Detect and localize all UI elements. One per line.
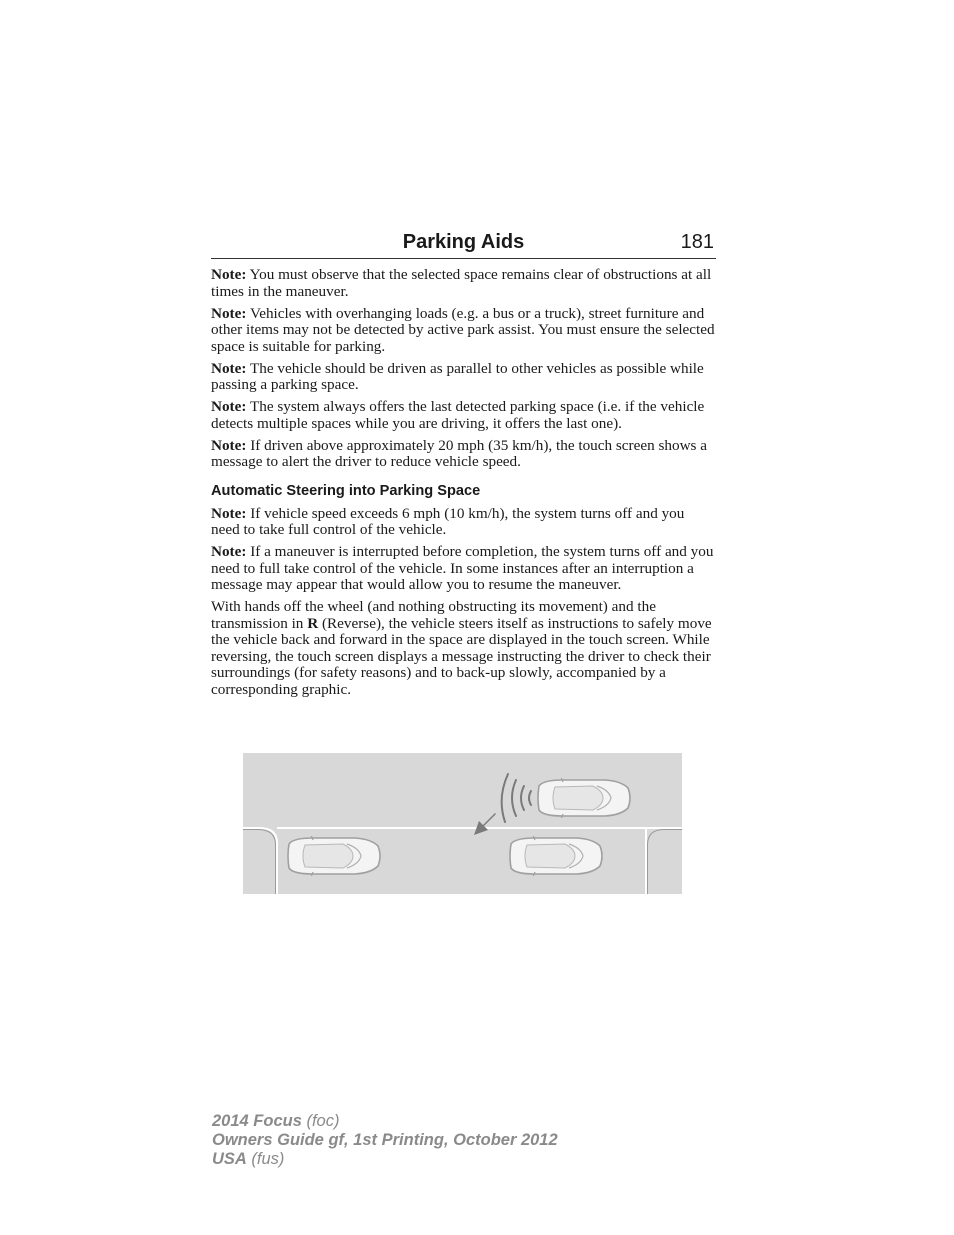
note-text: Vehicles with overhanging loads (e.g. a bus or a truck), street furniture and other items may not be detected by active park assist. You must ensure the selected space is suitable for parking. [211,304,715,355]
footer-edition: Owners Guide gf, 1st Printing, October 2012 [212,1131,558,1149]
footer-market-code: (fus) [246,1150,285,1168]
note-paragraph [211,306,716,356]
parked-car-left [288,835,380,877]
parking-illustration [243,753,682,894]
page-header [211,228,716,259]
driving-car [538,777,630,819]
content [211,267,716,698]
note-paragraph [211,544,716,594]
page-body [211,228,716,704]
page-number: 181 [680,231,714,253]
parked-car-right [510,835,602,877]
note-text: If a maneuver is interrupted before completion, the system turns off and you need to full take control of the vehicle. In some instances after an interruption a message may appear that would allow you to resume the maneuver. [211,543,714,593]
body-text: (Reverse), the vehicle steers itself as instructions to safely move the vehicle back and forward in the space are displayed in the touch screen. While reversing, the touch screen displays a message instructing the driver to check their surroundings (for safety reasons) and to back-up slowly, accompanied by a corresponding graphic. [211,614,712,698]
note-text: If vehicle speed exceeds 6 mph (10 km/h), the system turns off and you need to take full control of the vehicle. [211,504,685,538]
note-label: Note: [211,304,247,322]
body-paragraph [211,599,716,698]
gear-letter: R [307,614,319,632]
footer-line [212,1150,558,1169]
note-label: Note: [211,543,247,560]
page-title: Parking Aids [402,231,525,253]
footer-market: USA [212,1150,247,1168]
note-label: Note: [211,436,247,454]
note-paragraph [211,438,716,471]
note-label: Note: [211,504,247,522]
note-paragraph [211,267,716,300]
footer-line [212,1112,558,1131]
body-text: With hands off the wheel (and nothing obstructing its movement) and the transmission in [211,598,656,632]
footer-code: (foc) [301,1112,340,1130]
note-paragraph [211,399,716,432]
note-text: The system always offers the last detected parking space (i.e. if the vehicle detects multiple spaces while you are driving, it offers the last one). [211,398,705,432]
note-text: You must observe that the selected space remains clear of obstructions at all times in the maneuver. [211,266,712,300]
note-text: If driven above approximately 20 mph (35 km/h), the touch screen shows a message to alert the driver to reduce vehicle speed. [211,436,707,470]
note-label: Note: [211,266,247,283]
note-paragraph [211,506,716,539]
footer-model: 2014 Focus [212,1112,302,1130]
note-paragraph [211,361,716,394]
section-heading: Automatic Steering into Parking Space [211,482,481,499]
page-footer [212,1112,558,1169]
note-label: Note: [211,359,247,377]
note-text: The vehicle should be driven as parallel to other vehicles as possible while passing a parking space. [211,359,704,393]
note-label: Note: [211,398,247,415]
